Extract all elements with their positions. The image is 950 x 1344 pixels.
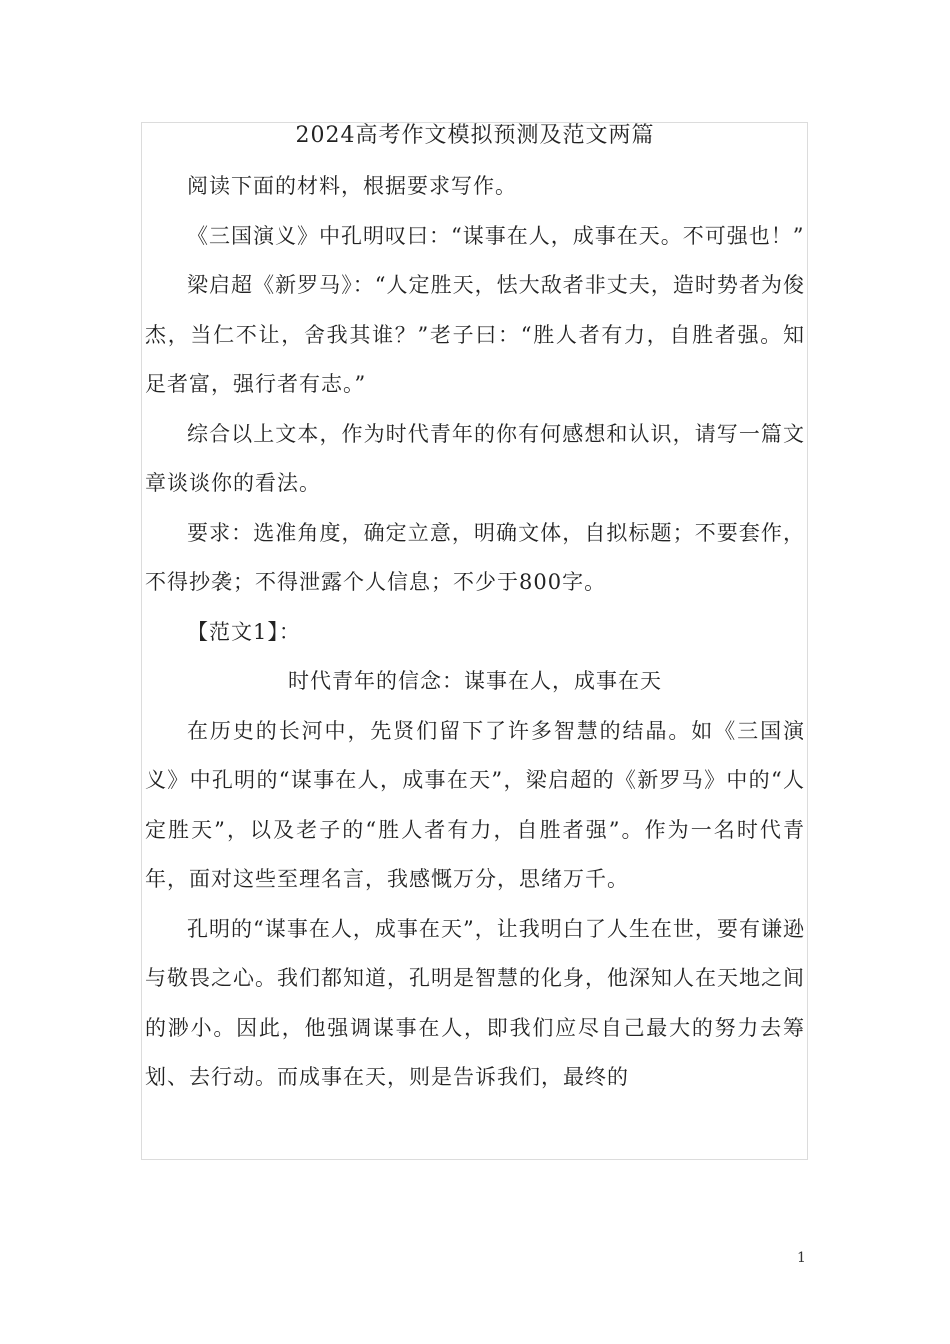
prompt-paragraph: 综合以上文本，作为时代青年的你有何感想和认识，请写一篇文章谈谈你的看法。 [145,421,805,495]
document-title: 2024高考作文模拟预测及范文两篇 [295,123,655,148]
essay-title: 时代青年的信念：谋事在人，成事在天 [288,669,662,693]
document-body [145,112,805,1103]
requirements-paragraph: 要求：选准角度，确定立意，明确文体，自拟标题；不要套作，不得抄袭；不得泄露个人信息；不少于800字。 [145,520,805,594]
instruction-paragraph: 阅读下面的材料，根据要求写作。 [187,174,517,198]
material-paragraph-2: 梁启超《新罗马》：“人定胜天，怯大敌者非丈夫，造时势者为俊杰，当仁不让，舍我其谁？”老子曰：“胜人者有力，自胜者强。知足者富，强行者有志。” [145,273,805,396]
sample-essay-label: 【范文1】： [187,619,301,644]
essay-paragraph-1: 在历史的长河中，先贤们留下了许多智慧的结晶。如《三国演义》中孔明的“谋事在人，成事在天”，梁启超的《新罗马》中的“人定胜天”，以及老子的“胜人者有力，自胜者强”。作为一名时代青年，面对这些至理名言，我感慨万分，思绪万千。 [145,718,805,891]
material-paragraph-1: 《三国演义》中孔明叹曰：“谋事在人，成事在天。不可强也！” [187,223,805,248]
essay-paragraph-2: 孔明的“谋事在人，成事在天”，让我明白了人生在世，要有谦逊与敬畏之心。我们都知道，孔明是智慧的化身，他深知人在天地之间的渺小。因此，他强调谋事在人，即我们应尽自己最大的努力去筹划、去行动。而成事在天，则是告诉我们，最终的 [145,916,805,1089]
page-number: 1 [797,1250,806,1266]
